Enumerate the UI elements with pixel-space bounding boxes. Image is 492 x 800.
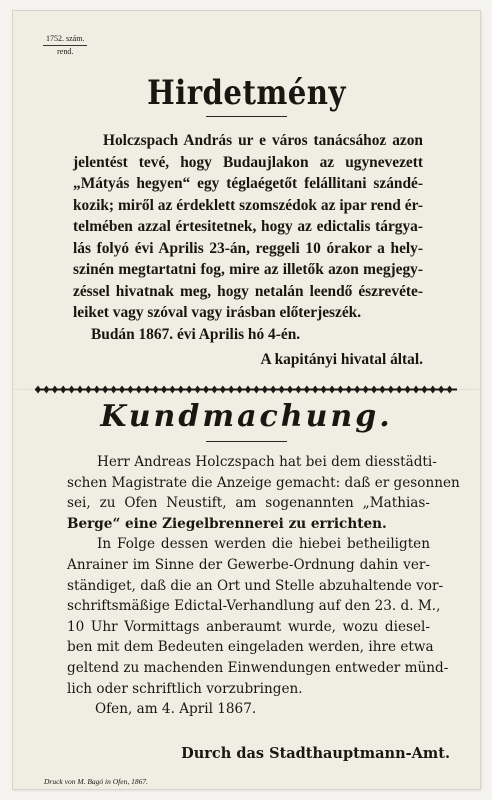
hungarian-date: Budán 1867. évi Aprilis hó 4-én.: [91, 325, 301, 343]
german-title: Kundmachung.: [100, 399, 393, 434]
de-line: geltend zu machenden Einwendungen entweder münd-: [67, 659, 449, 676]
divider-ornament: [363, 386, 369, 394]
de-line: Anrainer im Sinne der Gewerbe-Ordnung dahin ver-: [67, 556, 430, 573]
divider-ornament: [287, 386, 293, 394]
registration-number-text: 1752. szám.: [43, 33, 87, 46]
divider-ornament: [77, 386, 83, 394]
divider-ornament: [379, 386, 385, 394]
divider-ornament: [85, 386, 91, 394]
divider-ornament: [94, 386, 100, 394]
divider-ornament: [396, 386, 402, 394]
divider-ornament: [43, 386, 49, 394]
divider-ornament: [262, 386, 268, 394]
divider-ornament: [405, 386, 411, 394]
divider-ornament: [186, 386, 192, 394]
divider-ornament: [203, 386, 209, 394]
divider-ornament: [195, 386, 201, 394]
title-underline-hu: [206, 116, 287, 117]
divider-ornament: [438, 386, 444, 394]
ornamental-divider: [35, 385, 457, 394]
hu-line: zéssel hivatnak meg, hogy netalán leendő észrevéte-: [73, 282, 423, 300]
divider-ornament: [413, 386, 419, 394]
title-underline-de: [206, 441, 287, 442]
divider-ornament: [153, 386, 159, 394]
de-line: ben mit dem Bedeuten eingeladen werden, ihre etwa: [67, 639, 434, 656]
registration-suffix: rend.: [57, 47, 74, 56]
de-line: Herr Andreas Holczspach hat bei dem diesstädti-: [97, 454, 437, 470]
divider-ornament: [371, 386, 377, 394]
divider-ornament: [161, 386, 167, 394]
divider-ornament: [102, 386, 108, 394]
hungarian-signoff: A kapitányi hivatal által.: [260, 351, 423, 368]
divider-ornament: [237, 386, 243, 394]
de-line: Berge“ eine Ziegelbrennerei zu errichten.: [67, 515, 387, 532]
printer-imprint: Druck von M. Bagó in Ofen, 1867.: [44, 777, 148, 786]
divider-ornament: [178, 386, 184, 394]
de-line: sei, zu Ofen Neustift, am sogenannten „Mathias-: [67, 495, 430, 512]
hu-line: „Mátyás hegyen“ egy téglaégetőt felállitani szándé-: [73, 175, 423, 192]
divider-ornament: [60, 386, 66, 394]
hu-line: leiket vagy szóval vagy irásban előterjeszék.: [73, 304, 362, 321]
divider-ornament: [253, 386, 259, 394]
divider-ornament: [329, 386, 335, 394]
divider-ornament: [270, 386, 276, 394]
divider-ornament: [388, 386, 394, 394]
hungarian-body: [73, 130, 423, 371]
german-signoff: Durch das Stadthauptmann-Amt.: [181, 745, 450, 762]
german-date: Ofen, am 4. April 1867.: [95, 701, 257, 718]
hu-line: jelentést tevé, hogy Budaujlakon az ugynevezett: [73, 153, 423, 171]
hu-line: Holczspach András ur e város tanácsához azon: [103, 132, 423, 149]
de-line: schen Magistrate die Anzeige gemacht: daß er gesonnen: [67, 474, 460, 491]
divider-ornament: [127, 386, 133, 394]
divider-ornament: [119, 386, 125, 394]
divider-ornament: [279, 386, 285, 394]
hu-line: telmében azzal értesitetnek, hogy az edictalis tárgya-: [73, 218, 423, 235]
de-line: In Folge dessen werden die hiebei betheiligten: [97, 536, 430, 553]
hu-line: kozik; miről az érdeklett szomszédok az ipar rend ér-: [73, 196, 423, 214]
divider-ornament: [220, 386, 226, 394]
divider-ornament: [111, 386, 117, 394]
registration-number: [43, 33, 87, 57]
divider-ornament: [144, 386, 150, 394]
divider-ornament: [337, 386, 343, 394]
divider-ornament: [312, 386, 318, 394]
divider-ornament: [35, 386, 41, 394]
divider-ornament: [136, 386, 142, 394]
divider-ornament: [447, 386, 453, 394]
divider-ornament: [354, 386, 360, 394]
divider-ornament: [421, 386, 427, 394]
hungarian-title: Hirdetmény: [147, 73, 346, 113]
divider-ornament: [52, 386, 58, 394]
divider-ornament: [169, 386, 175, 394]
divider-ornament: [304, 386, 310, 394]
divider-ornament: [430, 386, 436, 394]
hu-line: szinén megtartatni fog, mire az illetők azon megjegy-: [73, 261, 423, 278]
poster-sheet: [13, 11, 480, 789]
hu-line: lás folyó évi Aprilis 23-án, reggeli 10 órakor a hely-: [73, 239, 423, 257]
de-line: schriftsmäßige Edictal-Verhandlung auf den 23. d. M.,: [67, 598, 441, 615]
de-line: lich oder schriftlich vorzubringen.: [67, 680, 303, 697]
divider-ornament: [228, 386, 234, 394]
german-body: [67, 452, 460, 720]
divider-ornament: [211, 386, 217, 394]
divider-ornament: [245, 386, 251, 394]
divider-ornament: [69, 386, 75, 394]
de-line: ständiget, daß die an Ort und Stelle abzuhaltende vor-: [67, 577, 444, 594]
divider-ornament: [321, 386, 327, 394]
de-line: 10 Uhr Vormittags anberaumt wurde, wozu diesel-: [67, 618, 430, 635]
divider-ornament: [295, 386, 301, 394]
divider-ornament: [346, 386, 352, 394]
